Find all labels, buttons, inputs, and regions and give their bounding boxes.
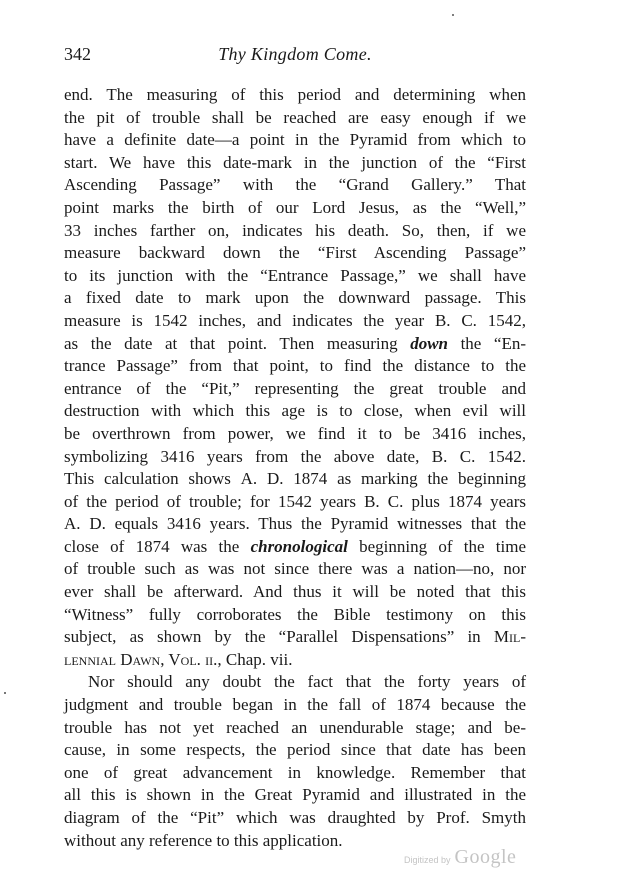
scan-speck bbox=[452, 14, 454, 16]
italic-emphasis: chronological bbox=[250, 536, 348, 556]
page-number: 342 bbox=[64, 44, 91, 64]
text-line: subject, as shown by the “Parallel Dispensations” in Mil- bbox=[64, 627, 526, 647]
small-caps-text: B. C. bbox=[364, 491, 404, 511]
body-text bbox=[64, 84, 526, 852]
text-line: symbolizing 3416 years from the above date, B. C. 1542. bbox=[64, 446, 527, 466]
text-line: be overthrown from power, we find it to be 3416 inches, bbox=[64, 423, 526, 443]
text-line: start. We have this date-mark in the junction of the “First bbox=[64, 152, 526, 172]
small-caps-text: A. D. bbox=[240, 469, 284, 489]
google-logo: Google bbox=[454, 846, 517, 868]
small-caps-text: B. C. bbox=[434, 310, 477, 330]
text-line: Nor should any doubt the fact that the forty years of bbox=[88, 672, 526, 692]
text-line: of trouble such as was not since there was a nation—no, nor bbox=[64, 559, 526, 579]
text-line: without any reference to this application. bbox=[64, 830, 343, 850]
text-line: as the date at that point. Then measuring down the “En- bbox=[64, 333, 526, 353]
small-caps-text: Mil- bbox=[493, 627, 526, 647]
digitized-by-google-watermark bbox=[404, 846, 544, 868]
text-line: ever shall be afterward. And thus it will be noted that this bbox=[64, 582, 526, 602]
text-line: 33 inches farther on, indicates his death. So, then, if we bbox=[64, 220, 526, 240]
text-line: cause, in some respects, the period since that date has been bbox=[64, 740, 526, 760]
text-line: measure is 1542 inches, and indicates the year B. C. 1542, bbox=[64, 310, 526, 330]
text-line: end. The measuring of this period and determining when bbox=[64, 85, 526, 104]
running-title: Thy Kingdom Come. bbox=[218, 44, 372, 64]
small-caps-text: A. D. bbox=[64, 514, 106, 534]
text-line: the pit of trouble shall be reached are easy enough if we bbox=[64, 107, 526, 127]
text-line: lennial Dawn, Vol. ii., Chap. vii. bbox=[64, 649, 293, 669]
text-line: of the period of trouble; for 1542 years B. C. plus 1874 years bbox=[64, 491, 526, 511]
text-line: This calculation shows A. D. 1874 as marking the beginning bbox=[64, 469, 526, 489]
text-line: point marks the birth of our Lord Jesus, as the “Well,” bbox=[64, 197, 526, 217]
text-line: all this is shown in the Great Pyramid and illustrated in the bbox=[64, 785, 526, 805]
text-line: a fixed date to mark upon the downward passage. This bbox=[64, 288, 526, 308]
text-line: measure backward down the “First Ascending Passage” bbox=[64, 243, 526, 263]
text-line: diagram of the “Pit” which was draughted by Prof. Smyth bbox=[64, 808, 526, 827]
text-line: A. D. equals 3416 years. Thus the Pyramid witnesses that the bbox=[64, 514, 526, 534]
text-line: trance Passage” from that point, to find the distance to the bbox=[64, 356, 526, 376]
text-line: destruction with which this age is to close, when evil will bbox=[64, 401, 526, 421]
text-line: have a definite date—a point in the Pyramid from which to bbox=[64, 130, 526, 150]
text-line: “Witness” fully corroborates the Bible testimony on this bbox=[64, 604, 526, 624]
text-line: trouble has not yet reached an unendurable stage; and be- bbox=[64, 717, 526, 737]
small-caps-text: lennial Dawn, Vol. ii. bbox=[64, 649, 218, 669]
page-header bbox=[64, 44, 526, 66]
text-line: close of 1874 was the chronological beginning of the time bbox=[64, 536, 526, 556]
italic-emphasis: down bbox=[410, 333, 448, 353]
small-caps-text: B. C. bbox=[431, 446, 476, 466]
text-line: to its junction with the “Entrance Passage,” we shall have bbox=[64, 265, 526, 285]
text-line: judgment and trouble began in the fall of 1874 because the bbox=[64, 695, 526, 715]
text-line: one of great advancement in knowledge. Remember that bbox=[64, 762, 526, 782]
text-line: Ascending Passage” with the “Grand Gallery.” That bbox=[64, 175, 526, 195]
watermark-prefix: Digitized by bbox=[404, 855, 451, 865]
text-line: entrance of the “Pit,” representing the great trouble and bbox=[64, 378, 526, 398]
scan-mark bbox=[4, 692, 6, 694]
